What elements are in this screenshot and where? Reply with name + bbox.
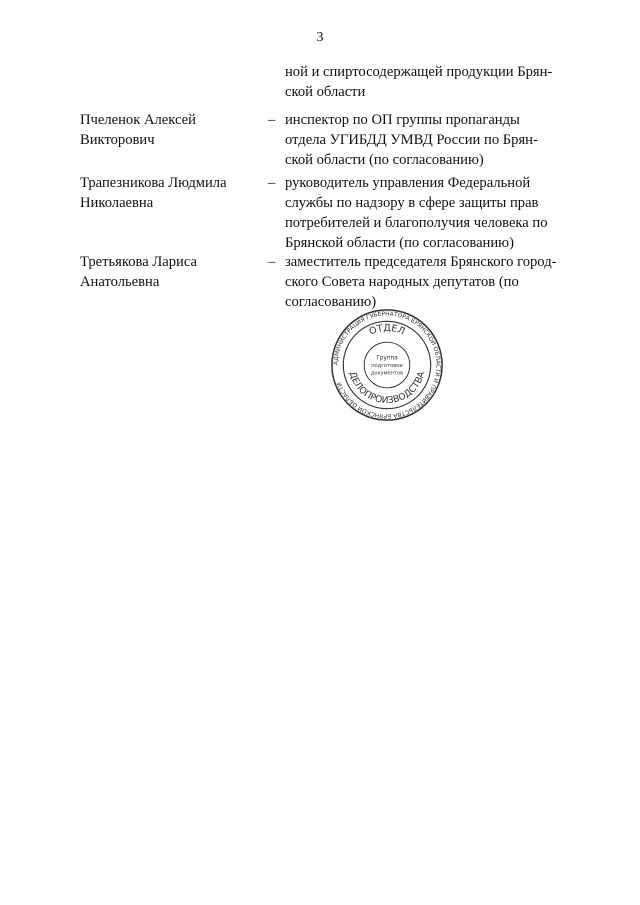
page-number: 3 <box>316 30 324 45</box>
member-role-line: отдела УГИБДД УМВД России по Брян- <box>285 132 538 148</box>
continuation-line: ской области <box>285 84 366 100</box>
member-name-line: Анатольевна <box>80 274 160 290</box>
member-role-line: ской области (по согласованию) <box>285 152 484 168</box>
stamp-ring-top-text: ОТДЕЛ <box>367 322 407 338</box>
member-role-line: службы по надзору в сфере защиты прав <box>285 195 539 211</box>
member-role-line: Брянской области (по согласованию) <box>285 235 514 251</box>
continuation-line: ной и спиртосодержащей продукции Брян- <box>285 64 553 80</box>
member-role-line: согласованию) <box>285 294 377 310</box>
stamp-center-line: подготовки <box>371 362 403 369</box>
member-name-line: Трапезникова Людмила <box>80 175 227 191</box>
official-stamp <box>330 308 444 422</box>
stamp-outer-text: АДМИНИСТРАЦИЯ ГУБЕРНАТОРА БРЯНСКОЙ ОБЛАСТИ И ПРАВИТЕЛЬСТВА БРЯНСКОЙ ОБЛАСТИ <box>333 311 441 419</box>
member-role-line: инспектор по ОП группы пропаганды <box>285 112 520 128</box>
member-role-line: потребителей и благополучия человека по <box>285 215 548 231</box>
member-name-line: Третьякова Лариса <box>80 254 197 270</box>
stamp-center-line: документов <box>370 370 404 377</box>
member-name-line: Николаевна <box>80 195 154 211</box>
member-role-line: заместитель председателя Брянского город- <box>285 254 557 270</box>
member-name-line: Викторович <box>80 132 155 148</box>
stamp-center-line: Группа <box>376 355 398 362</box>
dash-separator: – <box>268 254 276 270</box>
stamp-ring-bottom-text: ДЕЛОПРОИЗВОДСТВА <box>346 370 428 407</box>
dash-separator: – <box>268 175 276 191</box>
dash-separator: – <box>268 112 276 128</box>
member-role-line: ского Совета народных депутатов (по <box>285 274 519 290</box>
member-name-line: Пчеленок Алексей <box>80 112 196 128</box>
member-role-line: руководитель управления Федеральной <box>285 175 531 191</box>
